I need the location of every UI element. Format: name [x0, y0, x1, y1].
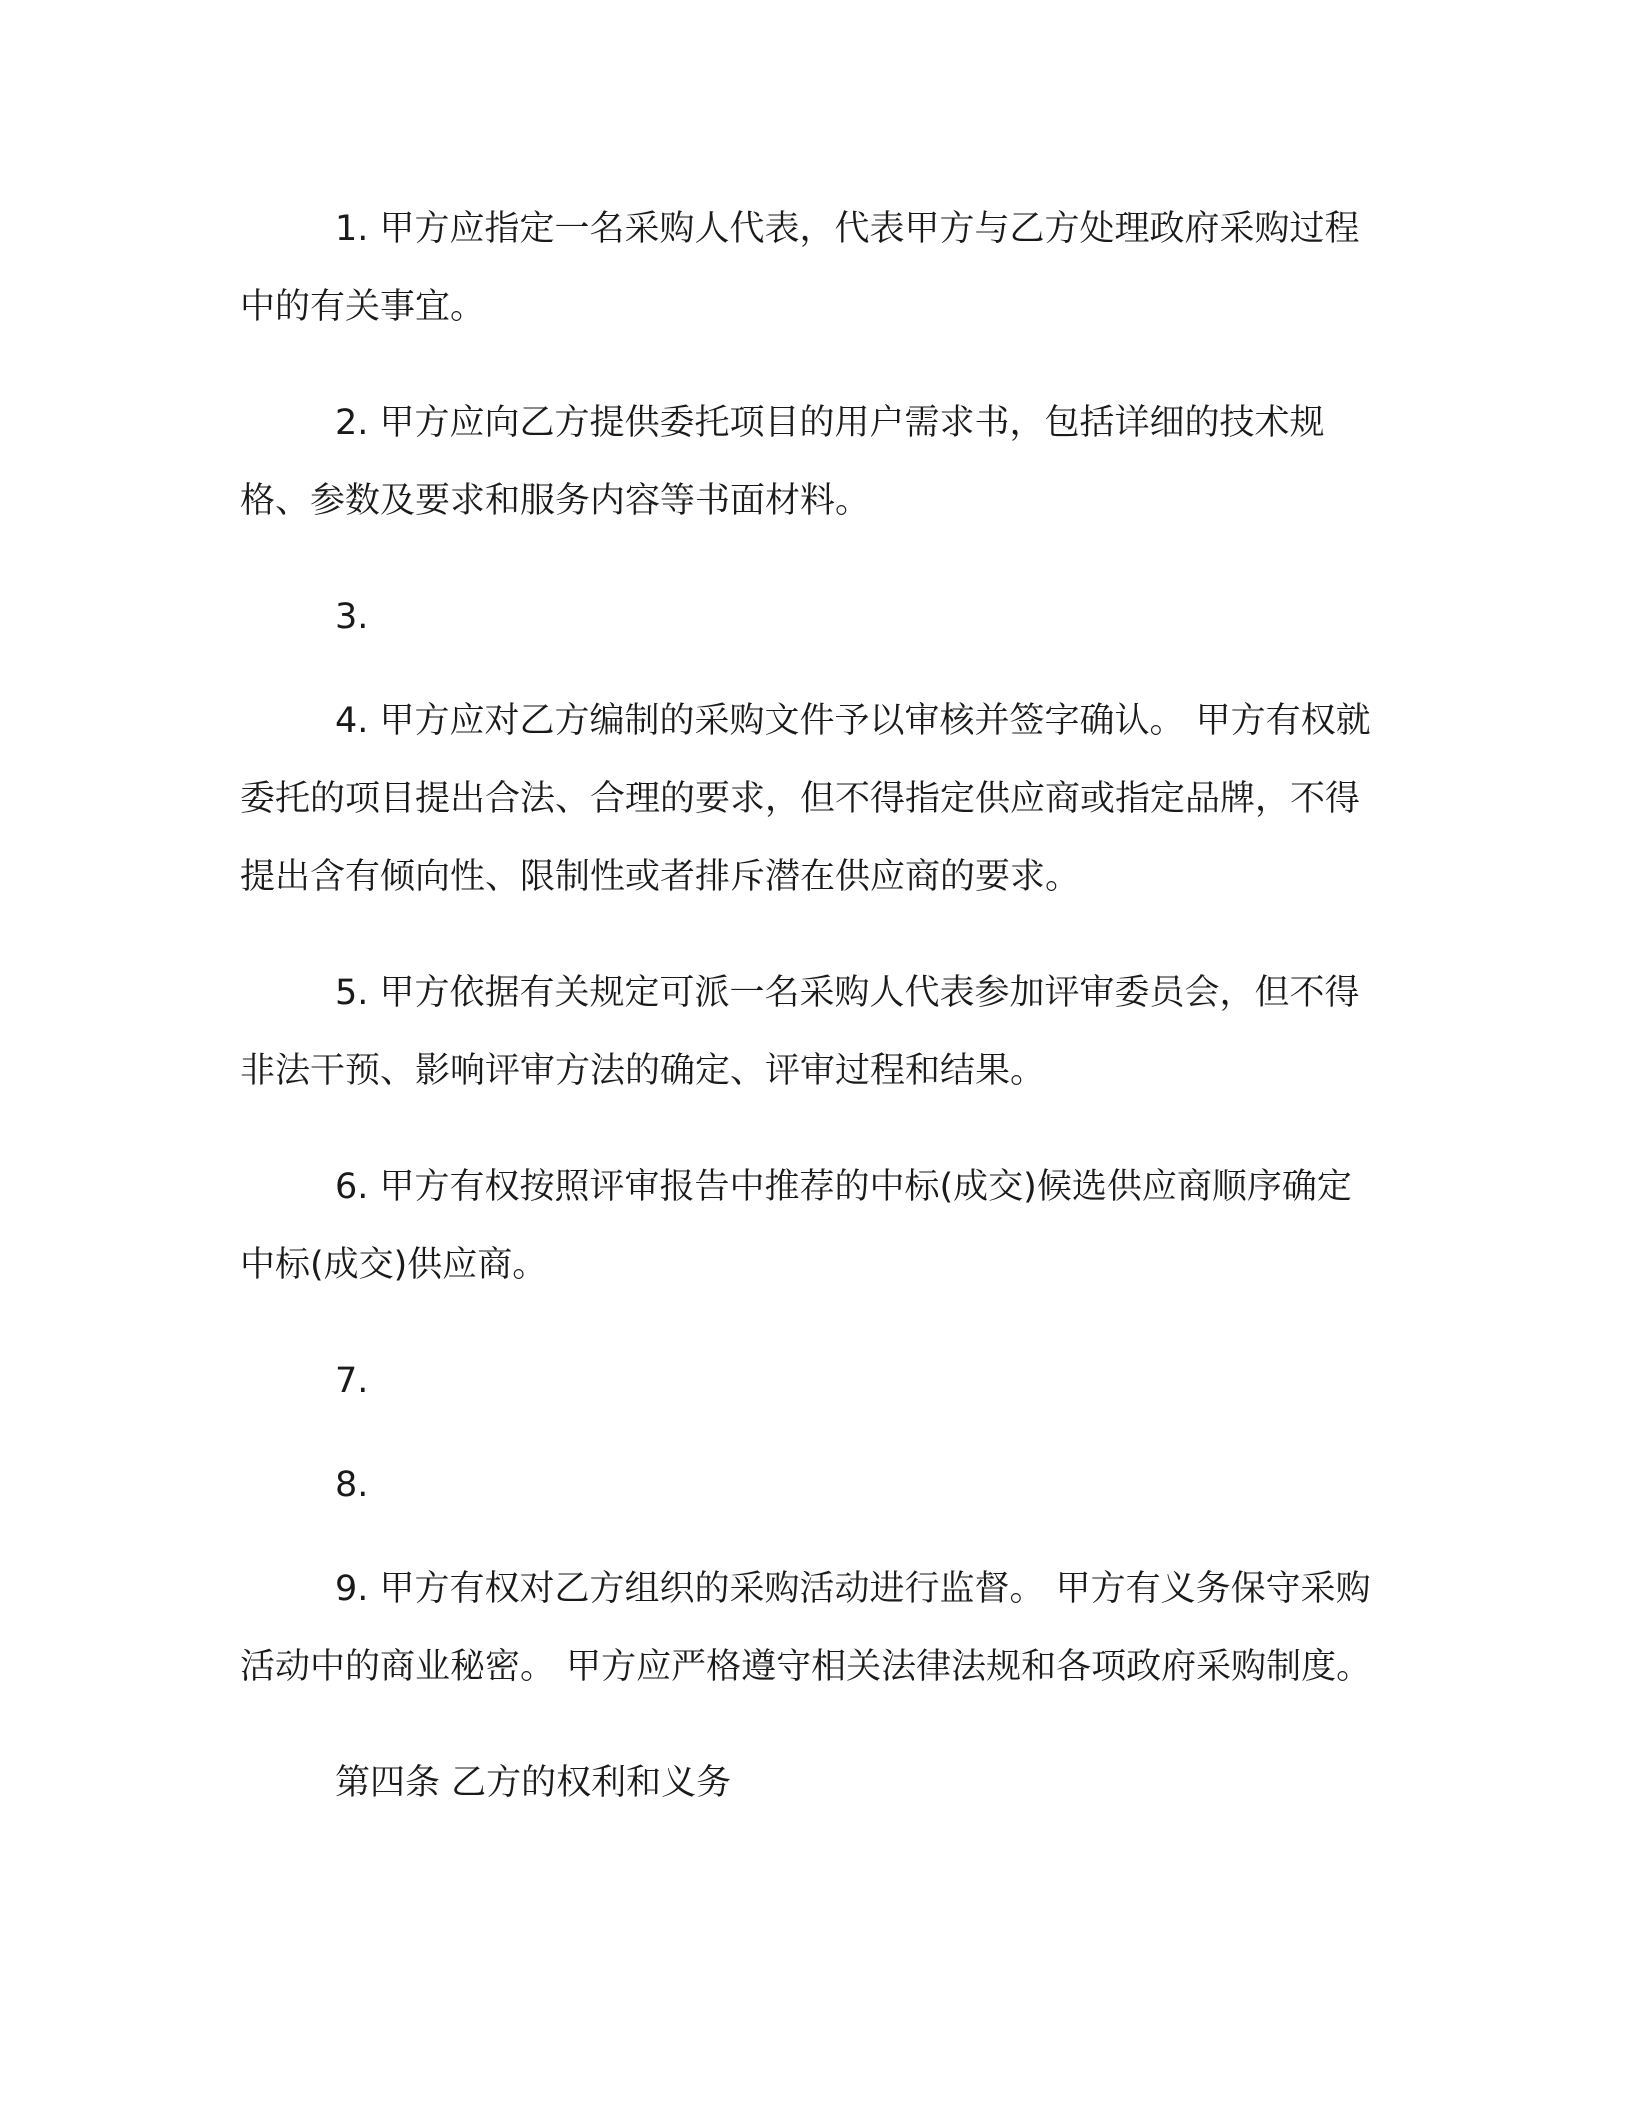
clause-2: 2. 甲方应向乙方提供委托项目的用户需求书，包括详细的技术规格、参数及要求和服务内容等书面材料。	[240, 403, 1325, 521]
clause-8: 8.	[335, 1465, 369, 1505]
clause-5: 5. 甲方依据有关规定可派一名采购人代表参加评审委员会，但不得非法干预、影响评审方法的确定、评审过程和结果。	[240, 973, 1360, 1091]
clause-9: 9. 甲方有权对乙方组织的采购活动进行监督。 甲方有义务保守采购活动中的商业秘密。 甲方应严格遵守相关法律法规和各项政府采购制度。	[240, 1569, 1372, 1687]
section-heading: 第四条 乙方的权利和义务	[335, 1763, 732, 1803]
clause-1: 1. 甲方应指定一名采购人代表，代表甲方与乙方处理政府采购过程中的有关事宜。	[240, 209, 1360, 327]
clause-3: 3.	[335, 597, 369, 637]
clause-7: 7.	[335, 1361, 369, 1401]
clause-4: 4. 甲方应对乙方编制的采购文件予以审核并签字确认。 甲方有权就委托的项目提出合法、合理的要求，但不得指定供应商或指定品牌，不得提出含有倾向性、限制性或者排斥潜在供应商的要求。	[240, 701, 1371, 897]
document-body	[240, 190, 1380, 1822]
clause-6: 6. 甲方有权按照评审报告中推荐的中标(成交)候选供应商顺序确定中标(成交)供应商。	[240, 1167, 1352, 1285]
